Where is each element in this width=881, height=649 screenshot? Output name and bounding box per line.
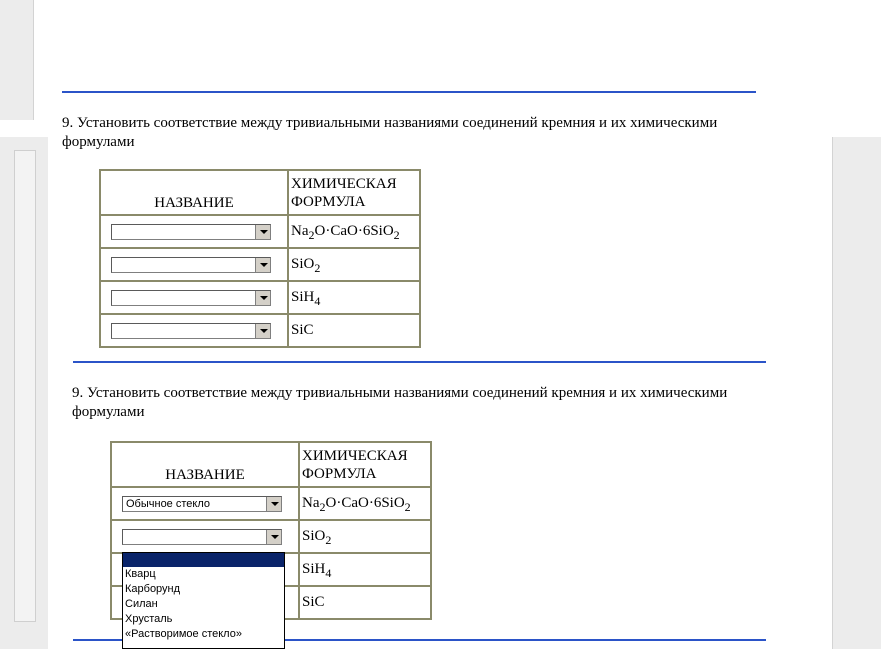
formula-cell: SiC (299, 586, 431, 619)
formula-cell: SiH$_4$ (299, 553, 431, 586)
matching-table-1 (99, 169, 421, 348)
separator-line (73, 361, 766, 363)
name-select[interactable] (111, 290, 271, 306)
formula-cell: $Na_2O\cdot CaO\cdot 6SiO_2$ (288, 215, 420, 248)
dropdown-list[interactable] (122, 552, 285, 649)
formula-cell: $Na_2O\cdot CaO\cdot 6SiO_2$ (299, 487, 431, 520)
formula-cell: SiO$_2$ (288, 248, 420, 281)
dropdown-option[interactable]: «Растворимое стекло» (125, 628, 242, 640)
formula-cell: SiC (288, 314, 420, 347)
chevron-down-icon[interactable] (255, 258, 270, 272)
name-select[interactable] (122, 529, 282, 545)
question-text-2: 9. Установить соответствие между тривиальными названиями соединений кремния и их химическими формулами (72, 385, 728, 420)
name-select[interactable] (111, 257, 271, 273)
name-select[interactable] (122, 496, 282, 512)
header-formula: ХИМИЧЕСКАЯ ФОРМУЛА (288, 170, 420, 215)
dropdown-option[interactable]: Хрусталь (125, 613, 173, 625)
chevron-down-icon[interactable] (266, 497, 281, 511)
chevron-down-icon[interactable] (255, 324, 270, 338)
dropdown-option[interactable]: Силан (125, 598, 158, 610)
name-select[interactable] (111, 224, 271, 240)
dropdown-highlighted-option[interactable] (123, 553, 284, 567)
background-panel-right (832, 137, 881, 649)
header-name: НАЗВАНИЕ (100, 170, 288, 215)
chevron-down-icon[interactable] (255, 291, 270, 305)
separator-line (62, 91, 756, 93)
formula-cell: SiO$_2$ (299, 520, 431, 553)
header-formula: ХИМИЧЕСКАЯ ФОРМУЛА (299, 442, 431, 487)
question-text-1: 9. Установить соответствие между тривиальными названиями соединений кремния и их химическими формулами (62, 115, 718, 150)
formula-cell: SiH$_4$ (288, 281, 420, 314)
header-name: НАЗВАНИЕ (111, 442, 299, 487)
background-panel-top-left (0, 0, 34, 120)
dropdown-option[interactable]: Кварц (125, 568, 156, 580)
chevron-down-icon[interactable] (255, 225, 270, 239)
dropdown-option[interactable]: Карборунд (125, 583, 181, 595)
name-select[interactable] (111, 323, 271, 339)
select-value: Обычное стекло (126, 497, 210, 510)
chevron-down-icon[interactable] (266, 530, 281, 544)
left-scroll-frame (14, 150, 36, 622)
